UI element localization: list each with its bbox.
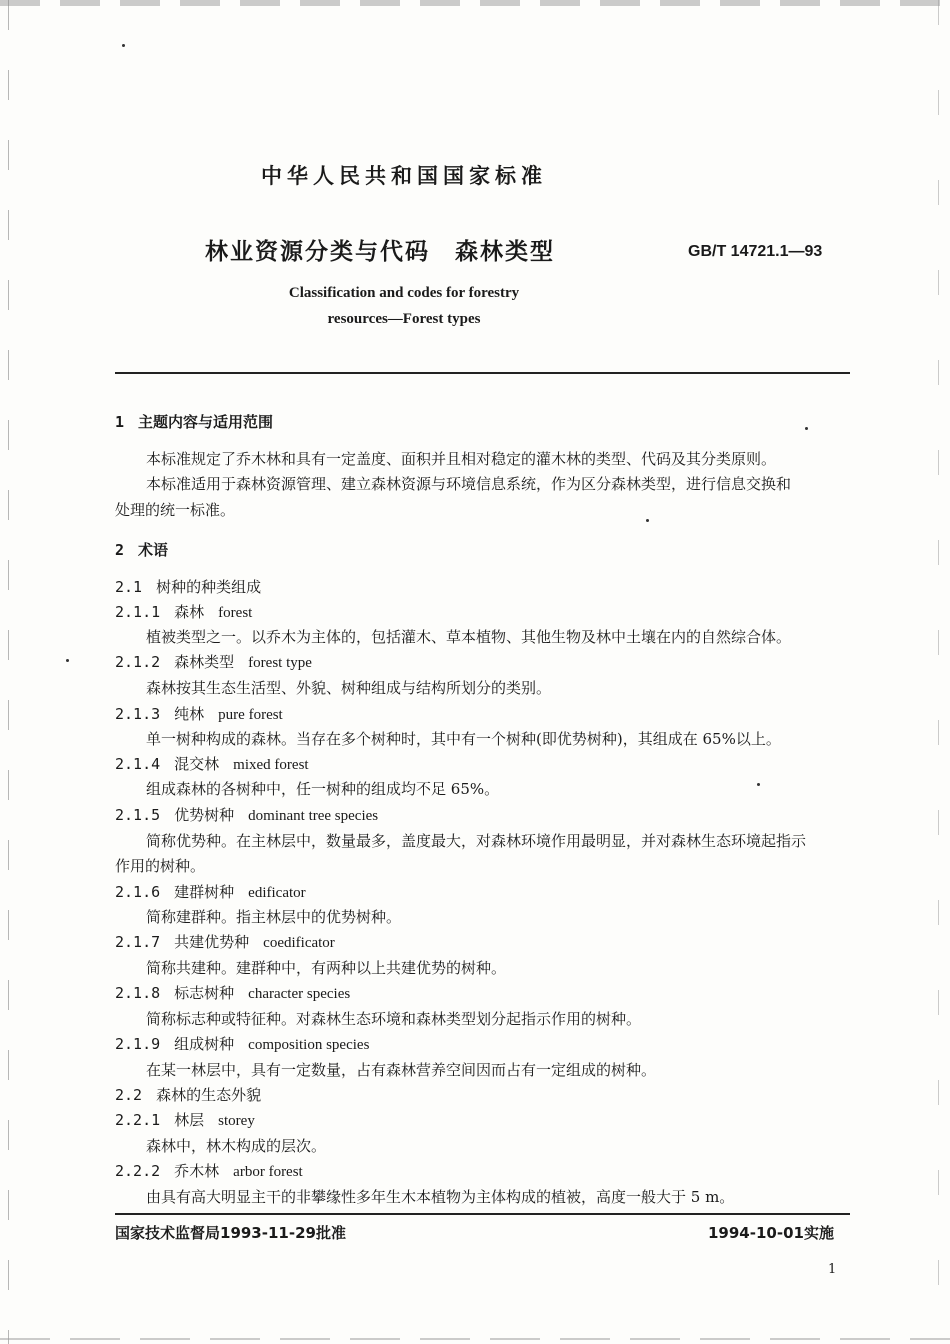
term-heading [115, 1161, 303, 1182]
term-definition: 组成森林的各树种中，任一树种的组成均不足 65%。 [146, 780, 500, 798]
section-title: 主题内容与适用范围 [138, 413, 274, 431]
term-cn: 建群树种 [174, 883, 235, 901]
term-cn: 组成树种 [174, 1035, 235, 1053]
term-number: 2.1.5 [115, 806, 161, 824]
scan-edge-top [0, 0, 950, 6]
term-definition: 由具有高大明显主干的非攀缘性多年生木本植物为主体构成的植被，高度一般大于 5 m。 [146, 1188, 735, 1206]
term-number: 2.1.1 [115, 603, 161, 621]
term-en: forest type [248, 655, 312, 671]
term-definition: 简称共建种。建群种中，有两种以上共建优势的树种。 [146, 959, 507, 977]
term-cn: 森林类型 [174, 653, 235, 671]
page-number: 1 [828, 1262, 837, 1277]
term-number: 2.2.1 [115, 1111, 161, 1129]
scan-edge-bottom [0, 1338, 950, 1340]
section-1-heading [115, 411, 273, 432]
term-number: 2.1.7 [115, 933, 161, 951]
paragraph: 本标准规定了乔木林和具有一定盖度、面积并且相对稳定的灌木林的类型、代码及其分类原则。 [146, 450, 777, 468]
term-number: 2.1.2 [115, 653, 161, 671]
term-heading [115, 1110, 255, 1131]
term-definition: 简称标志种或特征种。对森林生态环境和森林类型划分起指示作用的树种。 [146, 1010, 642, 1028]
scan-speck [757, 783, 760, 786]
term-cn: 标志树种 [174, 984, 235, 1002]
term-definition: 森林按其生态生活型、外貌、树种组成与结构所划分的类别。 [146, 679, 552, 697]
scan-speck [66, 659, 69, 662]
term-number: 2.1.4 [115, 755, 161, 773]
document-title-en-line2: resources—Forest types [327, 311, 481, 327]
subsection-title: 森林的生态外貌 [156, 1086, 262, 1104]
section-2-heading [115, 539, 168, 560]
implementation-date: 1994-10-01实施 [708, 1224, 834, 1242]
term-definition: 森林中，林木构成的层次。 [146, 1137, 327, 1155]
term-en: dominant tree species [248, 808, 379, 824]
term-definition: 简称建群种。指主林层中的优势树种。 [146, 908, 402, 926]
term-cn: 林层 [174, 1111, 205, 1129]
term-en: composition species [248, 1037, 370, 1053]
term-heading [115, 983, 350, 1004]
term-definition-continued: 作用的树种。 [115, 857, 206, 875]
term-cn: 森林 [174, 603, 205, 621]
paragraph-continued: 处理的统一标准。 [115, 501, 236, 519]
scan-edge-right [938, 0, 939, 1344]
term-heading [115, 602, 252, 623]
term-en: mixed forest [233, 757, 309, 773]
term-en: pure forest [218, 707, 283, 723]
scan-speck [805, 427, 808, 430]
scan-edge-left [8, 0, 9, 1344]
term-cn: 共建优势种 [174, 933, 250, 951]
term-cn: 乔木林 [174, 1162, 220, 1180]
subsection-title: 树种的种类组成 [156, 578, 262, 596]
approval-date: 国家技术监督局1993-11-29批准 [115, 1224, 346, 1242]
header-rule [115, 372, 850, 374]
section-title: 术语 [138, 541, 169, 559]
subsection-heading [115, 577, 261, 597]
term-number: 2.1.8 [115, 984, 161, 1002]
term-en: edificator [248, 885, 306, 901]
term-cn: 混交林 [174, 755, 220, 773]
subsection-heading [115, 1085, 261, 1105]
subsection-number: 2.2 [115, 1086, 143, 1104]
term-en: forest [218, 605, 253, 621]
scan-speck [646, 519, 649, 522]
scan-speck [122, 44, 125, 47]
term-number: 2.1.9 [115, 1035, 161, 1053]
standard-code: GB/T 14721.1—93 [688, 243, 823, 260]
paragraph: 本标准适用于森林资源管理、建立森林资源与环境信息系统，作为区分森林类型，进行信息交换和 [146, 475, 792, 493]
document-title-cn: 林业资源分类与代码 森林类型 [205, 239, 555, 265]
term-number: 2.2.2 [115, 1162, 161, 1180]
footer-rule [115, 1213, 850, 1215]
term-heading [115, 754, 309, 775]
term-en: storey [218, 1113, 255, 1129]
national-standard-heading: 中华人民共和国国家标准 [261, 164, 547, 188]
term-heading [115, 1034, 369, 1055]
document-title-en-line1: Classification and codes for forestry [288, 285, 520, 301]
term-heading [115, 704, 283, 725]
term-number: 2.1.6 [115, 883, 161, 901]
term-definition: 植被类型之一。以乔木为主体的，包括灌木、草本植物、其他生物及林中土壤在内的自然综合体。 [146, 628, 792, 646]
term-cn: 纯林 [174, 705, 205, 723]
term-heading [115, 932, 335, 953]
term-heading [115, 882, 306, 903]
term-number: 2.1.3 [115, 705, 161, 723]
term-cn: 优势树种 [174, 806, 235, 824]
term-definition: 单一树种构成的森林。当存在多个树种时，其中有一个树种(即优势树种)，其组成在 65%以上。 [146, 730, 781, 748]
term-en: character species [248, 986, 351, 1002]
term-definition: 在某一林层中，具有一定数量，占有森林营养空间因而占有一定组成的树种。 [146, 1061, 657, 1079]
term-heading [115, 652, 312, 673]
section-number: 2 [115, 541, 125, 559]
term-en: arbor forest [233, 1164, 303, 1180]
term-heading [115, 805, 378, 826]
subsection-number: 2.1 [115, 578, 143, 596]
term-definition: 简称优势种。在主林层中，数量最多，盖度最大，对森林环境作用最明显，并对森林生态环境起指示 [146, 832, 807, 850]
section-number: 1 [115, 413, 125, 431]
term-en: coedificator [263, 935, 335, 951]
